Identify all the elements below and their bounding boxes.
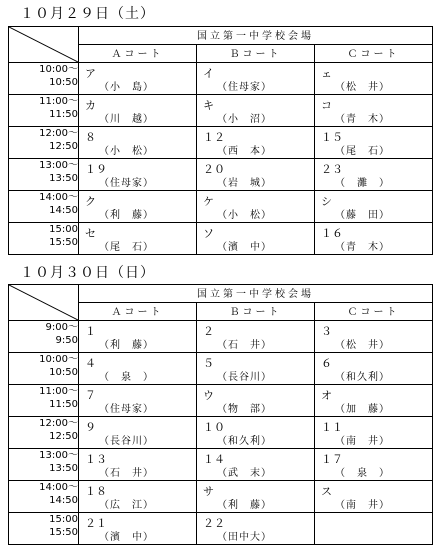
match-team: （尾 石） — [335, 146, 390, 157]
match-id: ９ — [85, 421, 96, 434]
match-id: １４ — [203, 453, 225, 466]
match-id: ス — [321, 485, 332, 498]
match-team: （利 藤） — [217, 500, 272, 511]
day2-court-c-header: Ｃコート — [315, 303, 433, 321]
match-team: （長谷川） — [217, 372, 272, 383]
time-cell: 11:00～ 11:50 — [9, 385, 79, 417]
match-team: （住母家） — [99, 404, 154, 415]
match-team: （武 末） — [217, 468, 272, 479]
match-id: １１ — [321, 421, 343, 434]
match-id: １３ — [85, 453, 107, 466]
time-cell: 12:00～ 12:50 — [9, 127, 79, 159]
match-team: （住母家） — [217, 82, 272, 93]
time-cell: 10:00～ 10:50 — [9, 63, 79, 95]
match-team: （石 井） — [99, 468, 154, 479]
table-row — [9, 321, 433, 353]
match-team: （濱 中） — [99, 532, 154, 543]
day2-schedule-table — [8, 284, 433, 545]
match-id: ４ — [85, 357, 96, 370]
match-id: １２ — [203, 131, 225, 144]
time-cell: 13:00～ 13:50 — [9, 449, 79, 481]
day1-venue-header: 国立第一中学校会場 — [79, 27, 433, 45]
day1-court-b-header: Ｂコート — [197, 45, 315, 63]
diagonal-line-icon — [9, 27, 78, 62]
table-row — [9, 223, 433, 255]
match-id: コ — [321, 99, 332, 112]
day2-title: １０月３０日（日） — [20, 265, 155, 281]
match-cell — [197, 417, 315, 449]
match-id: シ — [321, 195, 332, 208]
day2-corner-cell — [9, 285, 79, 321]
time-cell: 11:00～ 11:50 — [9, 95, 79, 127]
match-team: （和久利） — [335, 372, 390, 383]
match-id: キ — [203, 99, 214, 112]
match-cell — [197, 385, 315, 417]
match-cell — [315, 191, 433, 223]
match-cell — [79, 95, 197, 127]
match-cell — [79, 481, 197, 513]
match-team: （長谷川） — [99, 436, 154, 447]
match-id: ウ — [203, 389, 214, 402]
match-id: １５ — [321, 131, 343, 144]
time-cell: 15:00 15:50 — [9, 223, 79, 255]
match-cell — [79, 191, 197, 223]
day1-schedule-table — [8, 26, 433, 255]
match-id: ５ — [203, 357, 214, 370]
match-cell — [197, 127, 315, 159]
match-id: サ — [203, 485, 214, 498]
match-team: （西 本） — [217, 146, 272, 157]
match-team: （尾 石） — [99, 242, 154, 253]
time-cell: 12:00～ 12:50 — [9, 417, 79, 449]
match-team: （南 井） — [335, 436, 390, 447]
match-id: ク — [85, 195, 96, 208]
match-cell — [79, 127, 197, 159]
match-cell — [79, 513, 197, 545]
match-id: ２０ — [203, 163, 225, 176]
match-cell — [79, 417, 197, 449]
match-team: （ 灘 ） — [335, 178, 390, 189]
table-row — [9, 385, 433, 417]
match-team: （藤 田） — [335, 210, 390, 221]
match-team: （青 木） — [335, 242, 390, 253]
match-cell — [315, 417, 433, 449]
match-cell — [79, 385, 197, 417]
table-row — [9, 191, 433, 223]
match-team: （石 井） — [217, 340, 272, 351]
match-cell — [197, 223, 315, 255]
match-cell — [315, 353, 433, 385]
day1-court-a-header: Ａコート — [79, 45, 197, 63]
table-row — [9, 127, 433, 159]
match-team: （岩 城） — [217, 178, 272, 189]
match-cell — [197, 191, 315, 223]
match-id: ６ — [321, 357, 332, 370]
match-team: （川 越） — [99, 114, 154, 125]
match-team: （利 藤） — [99, 210, 154, 221]
match-cell — [315, 449, 433, 481]
table-row — [9, 353, 433, 385]
match-id: オ — [321, 389, 332, 402]
match-team: （小 松） — [99, 146, 154, 157]
day2-venue-header: 国立第一中学校会場 — [79, 285, 433, 303]
match-cell — [197, 353, 315, 385]
table-row — [9, 63, 433, 95]
match-cell — [79, 353, 197, 385]
match-team: （住母家） — [99, 178, 154, 189]
match-id: ケ — [203, 195, 214, 208]
match-cell — [197, 95, 315, 127]
match-team: （ 泉 ） — [335, 468, 390, 479]
match-team: （ 泉 ） — [99, 372, 154, 383]
table-row — [9, 481, 433, 513]
match-cell — [197, 449, 315, 481]
match-team: （田中大） — [217, 532, 272, 543]
match-id: セ — [85, 227, 96, 240]
table-row — [9, 95, 433, 127]
match-cell — [315, 513, 433, 545]
day1-court-c-header: Ｃコート — [315, 45, 433, 63]
day2-court-b-header: Ｂコート — [197, 303, 315, 321]
time-cell: 10:00～ 10:50 — [9, 353, 79, 385]
match-id: １０ — [203, 421, 225, 434]
match-cell — [79, 449, 197, 481]
match-cell — [79, 159, 197, 191]
time-cell: 14:00～ 14:50 — [9, 191, 79, 223]
match-id: ２ — [203, 325, 214, 338]
match-id: カ — [85, 99, 96, 112]
match-team: （松 井） — [335, 82, 390, 93]
match-id: １８ — [85, 485, 107, 498]
table-row — [9, 159, 433, 191]
match-team: （濱 中） — [217, 242, 272, 253]
match-team: （青 木） — [335, 114, 390, 125]
match-id: ェ — [321, 67, 332, 80]
match-cell — [315, 481, 433, 513]
match-id: ８ — [85, 131, 96, 144]
diagonal-line-icon — [9, 285, 78, 320]
time-cell: 15:00 15:50 — [9, 513, 79, 545]
match-cell — [315, 223, 433, 255]
table-row — [9, 513, 433, 545]
match-team: （小 島） — [99, 82, 154, 93]
match-id: １６ — [321, 227, 343, 240]
time-cell: 9:00～ 9:50 — [9, 321, 79, 353]
match-cell — [315, 385, 433, 417]
day1-title: １０月２９日（土） — [20, 6, 155, 22]
match-cell — [315, 95, 433, 127]
match-team: （南 井） — [335, 500, 390, 511]
day1-corner-cell — [9, 27, 79, 63]
table-row — [9, 449, 433, 481]
day2-court-a-header: Ａコート — [79, 303, 197, 321]
table-row — [9, 417, 433, 449]
match-cell — [197, 481, 315, 513]
match-id: ア — [85, 67, 96, 80]
match-id: １９ — [85, 163, 107, 176]
match-team: （物 部） — [217, 404, 272, 415]
match-team: （小 沼） — [217, 114, 272, 125]
match-team: （利 藤） — [99, 340, 154, 351]
match-cell — [197, 321, 315, 353]
match-cell — [197, 63, 315, 95]
match-id: ソ — [203, 227, 214, 240]
match-team: （松 井） — [335, 340, 390, 351]
match-id: ２１ — [85, 517, 107, 530]
match-id: ２３ — [321, 163, 343, 176]
match-cell — [315, 127, 433, 159]
match-team: （加 藤） — [335, 404, 390, 415]
match-team: （小 松） — [217, 210, 272, 221]
match-id: イ — [203, 67, 214, 80]
match-cell — [197, 159, 315, 191]
match-cell — [315, 63, 433, 95]
match-id: １ — [85, 325, 96, 338]
match-team: （広 江） — [99, 500, 154, 511]
match-id: １７ — [321, 453, 343, 466]
match-id: ７ — [85, 389, 96, 402]
match-id: ３ — [321, 325, 332, 338]
match-cell — [79, 223, 197, 255]
time-cell: 14:00～ 14:50 — [9, 481, 79, 513]
match-cell — [315, 159, 433, 191]
match-cell — [79, 63, 197, 95]
match-cell — [79, 321, 197, 353]
match-cell — [315, 321, 433, 353]
time-cell: 13:00～ 13:50 — [9, 159, 79, 191]
match-cell — [197, 513, 315, 545]
match-team: （和久利） — [217, 436, 272, 447]
match-id: ２２ — [203, 517, 225, 530]
